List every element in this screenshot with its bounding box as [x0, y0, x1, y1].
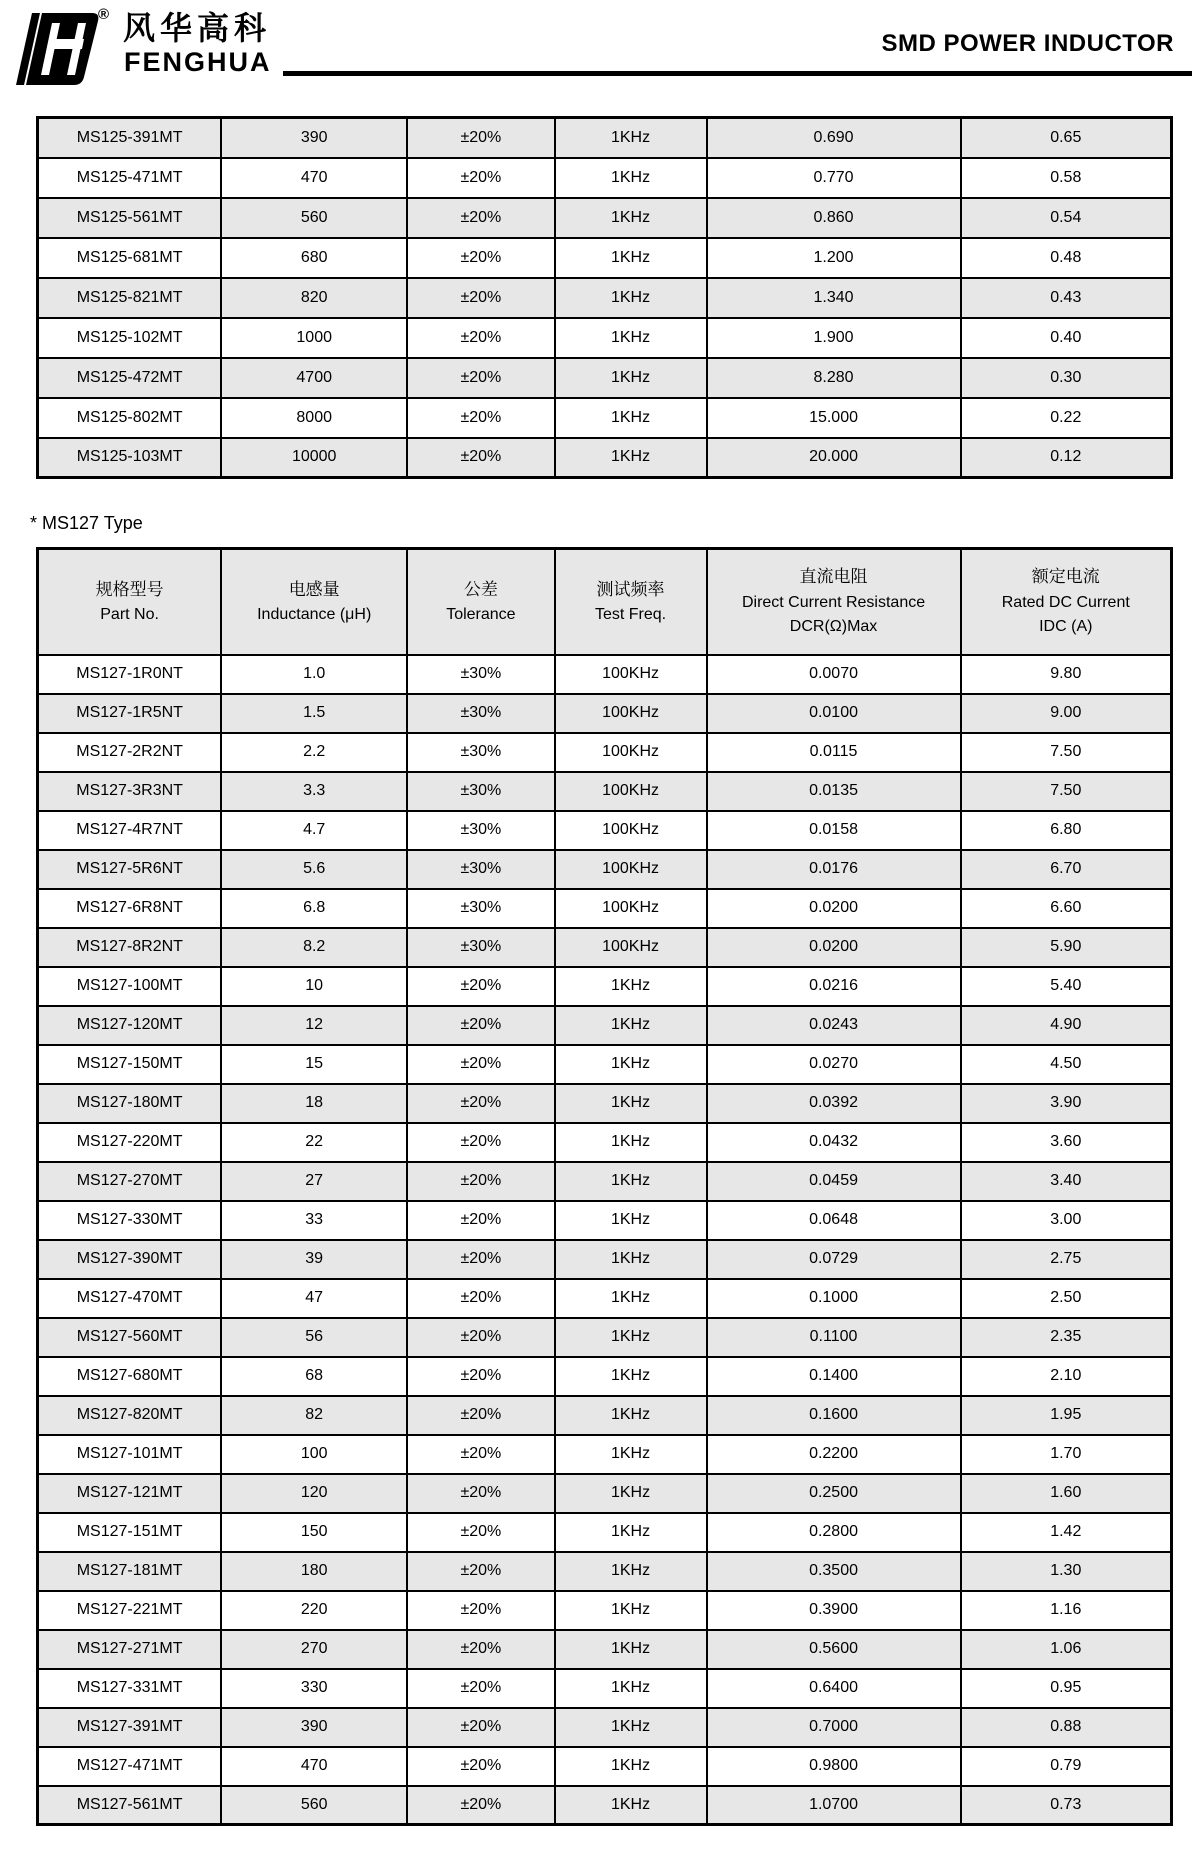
table-cell: 7.50: [961, 733, 1172, 772]
table-cell: ±20%: [407, 1630, 554, 1669]
table-cell: 1KHz: [555, 118, 707, 158]
table-cell: ±20%: [407, 238, 554, 278]
table-cell: MS127-820MT: [38, 1396, 222, 1435]
table-cell: 2.2: [221, 733, 407, 772]
table-cell: 1KHz: [555, 1513, 707, 1552]
table-cell: 82: [221, 1396, 407, 1435]
table-row: [38, 694, 1172, 733]
table-row: [38, 1006, 1172, 1045]
table-cell: 680: [221, 238, 407, 278]
table-cell: 1KHz: [555, 1162, 707, 1201]
table-row: [38, 1591, 1172, 1630]
table-row: [38, 398, 1172, 438]
table-cell: MS127-100MT: [38, 967, 222, 1006]
table-cell: ±20%: [407, 1435, 554, 1474]
table-cell: 4.7: [221, 811, 407, 850]
table-cell: 8.2: [221, 928, 407, 967]
table-cell: 8.280: [707, 358, 961, 398]
table-cell: 1KHz: [555, 1474, 707, 1513]
table-cell: 0.0100: [707, 694, 961, 733]
table-cell: MS127-1R0NT: [38, 655, 222, 694]
table-cell: 1KHz: [555, 1396, 707, 1435]
table-cell: MS127-471MT: [38, 1747, 222, 1786]
table-cell: ±20%: [407, 1240, 554, 1279]
table-cell: 0.73: [961, 1786, 1172, 1825]
table-cell: 0.1600: [707, 1396, 961, 1435]
table-cell: MS127-1R5NT: [38, 694, 222, 733]
table-cell: 0.0216: [707, 967, 961, 1006]
table-cell: 1.340: [707, 278, 961, 318]
table-cell: ±20%: [407, 967, 554, 1006]
table-cell: 0.0115: [707, 733, 961, 772]
table-cell: 1KHz: [555, 1357, 707, 1396]
table-cell: 0.7000: [707, 1708, 961, 1747]
table-cell: 0.40: [961, 318, 1172, 358]
table-cell: 47: [221, 1279, 407, 1318]
table-cell: MS127-560MT: [38, 1318, 222, 1357]
table-cell: 3.60: [961, 1123, 1172, 1162]
table-cell: ±30%: [407, 928, 554, 967]
table-cell: 1KHz: [555, 1786, 707, 1825]
table-cell: 1000: [221, 318, 407, 358]
table-cell: 1KHz: [555, 1435, 707, 1474]
table-cell: ±20%: [407, 398, 554, 438]
table-cell: 6.80: [961, 811, 1172, 850]
table-cell: MS127-2R2NT: [38, 733, 222, 772]
table-cell: 15: [221, 1045, 407, 1084]
table-cell: MS127-101MT: [38, 1435, 222, 1474]
table-cell: 1KHz: [555, 1591, 707, 1630]
table-cell: MS125-821MT: [38, 278, 222, 318]
table-cell: 0.0729: [707, 1240, 961, 1279]
table-row: [38, 850, 1172, 889]
table-row: [38, 118, 1172, 158]
table-cell: 0.0243: [707, 1006, 961, 1045]
table-cell: 1KHz: [555, 358, 707, 398]
table-row: [38, 1162, 1172, 1201]
table-cell: 8000: [221, 398, 407, 438]
table-cell: 1.5: [221, 694, 407, 733]
table-cell: 1KHz: [555, 438, 707, 478]
column-header-dcr: 直流电阻 Direct Current Resistance DCR(Ω)Max: [707, 549, 961, 655]
table-cell: 120: [221, 1474, 407, 1513]
table-cell: ±20%: [407, 1006, 554, 1045]
table-cell: 0.0070: [707, 655, 961, 694]
table-cell: 18: [221, 1084, 407, 1123]
table-cell: MS127-470MT: [38, 1279, 222, 1318]
table-cell: ±30%: [407, 655, 554, 694]
table-cell: 1KHz: [555, 1006, 707, 1045]
table-cell: MS127-270MT: [38, 1162, 222, 1201]
table-cell: 330: [221, 1669, 407, 1708]
table-cell: 0.0648: [707, 1201, 961, 1240]
table-row: [38, 238, 1172, 278]
table-cell: 0.0392: [707, 1084, 961, 1123]
table-cell: 2.35: [961, 1318, 1172, 1357]
table-cell: 1KHz: [555, 398, 707, 438]
table-row: [38, 438, 1172, 478]
table-cell: 820: [221, 278, 407, 318]
table-cell: 1KHz: [555, 198, 707, 238]
table-cell: 1.30: [961, 1552, 1172, 1591]
table-cell: ±20%: [407, 198, 554, 238]
brand-name-chinese: 风华高科: [123, 10, 272, 46]
table-cell: MS127-391MT: [38, 1708, 222, 1747]
table-cell: 0.58: [961, 158, 1172, 198]
column-header-idc: 额定电流 Rated DC Current IDC (A): [961, 549, 1172, 655]
table-cell: 1.16: [961, 1591, 1172, 1630]
table-row: [38, 1240, 1172, 1279]
table-cell: 100KHz: [555, 655, 707, 694]
table-cell: ±20%: [407, 1162, 554, 1201]
ms125-spec-table: [36, 116, 1173, 479]
table-row: [38, 733, 1172, 772]
table-row: [38, 1045, 1172, 1084]
table-row: [38, 655, 1172, 694]
table-cell: ±20%: [407, 438, 554, 478]
table-row: [38, 772, 1172, 811]
table-cell: ±20%: [407, 1669, 554, 1708]
table-cell: MS127-5R6NT: [38, 850, 222, 889]
table-cell: 1.42: [961, 1513, 1172, 1552]
table-cell: 1KHz: [555, 1084, 707, 1123]
table-cell: 1.06: [961, 1630, 1172, 1669]
table-cell: 560: [221, 1786, 407, 1825]
page-header: [0, 0, 1192, 116]
table-row: [38, 198, 1172, 238]
table-cell: MS127-120MT: [38, 1006, 222, 1045]
table-cell: MS127-220MT: [38, 1123, 222, 1162]
table-cell: 4.50: [961, 1045, 1172, 1084]
table-cell: 1KHz: [555, 1708, 707, 1747]
table-cell: 0.690: [707, 118, 961, 158]
table-cell: 7.50: [961, 772, 1172, 811]
table-row: [38, 928, 1172, 967]
page-title: SMD POWER INDUCTOR: [881, 30, 1174, 57]
table-cell: 0.79: [961, 1747, 1172, 1786]
table-cell: 0.3500: [707, 1552, 961, 1591]
table-row: [38, 358, 1172, 398]
table-cell: 0.48: [961, 238, 1172, 278]
table-row: [38, 967, 1172, 1006]
table-row: [38, 1708, 1172, 1747]
table-cell: 1KHz: [555, 1747, 707, 1786]
table-cell: 6.70: [961, 850, 1172, 889]
table-cell: ±20%: [407, 1474, 554, 1513]
table-cell: ±30%: [407, 694, 554, 733]
table-cell: 0.9800: [707, 1747, 961, 1786]
table-cell: 3.00: [961, 1201, 1172, 1240]
table-cell: ±20%: [407, 1045, 554, 1084]
table-cell: ±20%: [407, 1396, 554, 1435]
table-cell: 100: [221, 1435, 407, 1474]
table-row: [38, 1630, 1172, 1669]
table-cell: ±20%: [407, 1357, 554, 1396]
table-row: [38, 1747, 1172, 1786]
table-cell: ±20%: [407, 1747, 554, 1786]
table-row: [38, 1786, 1172, 1825]
table-cell: ±20%: [407, 318, 554, 358]
table-cell: 39: [221, 1240, 407, 1279]
table-cell: 0.88: [961, 1708, 1172, 1747]
table-cell: ±20%: [407, 278, 554, 318]
table-cell: 180: [221, 1552, 407, 1591]
table-cell: 0.6400: [707, 1669, 961, 1708]
table-row: [38, 1357, 1172, 1396]
table-row: [38, 889, 1172, 928]
table-cell: MS127-180MT: [38, 1084, 222, 1123]
table-cell: 1KHz: [555, 1123, 707, 1162]
table-cell: 390: [221, 1708, 407, 1747]
table-cell: 1KHz: [555, 1279, 707, 1318]
table-cell: 0.1100: [707, 1318, 961, 1357]
table-cell: MS125-102MT: [38, 318, 222, 358]
table-cell: 0.0176: [707, 850, 961, 889]
table-cell: ±20%: [407, 1708, 554, 1747]
table-cell: 5.6: [221, 850, 407, 889]
table-cell: 0.3900: [707, 1591, 961, 1630]
table-cell: MS127-221MT: [38, 1591, 222, 1630]
header-divider: [283, 71, 1192, 76]
table-cell: 1KHz: [555, 1201, 707, 1240]
table-row: [38, 1474, 1172, 1513]
table-cell: 100KHz: [555, 772, 707, 811]
table-cell: 1KHz: [555, 1630, 707, 1669]
table-cell: 5.90: [961, 928, 1172, 967]
table-cell: 150: [221, 1513, 407, 1552]
table-cell: 1.70: [961, 1435, 1172, 1474]
table-cell: 100KHz: [555, 928, 707, 967]
table-row: [38, 1513, 1172, 1552]
table-cell: MS127-151MT: [38, 1513, 222, 1552]
table-cell: 1KHz: [555, 1669, 707, 1708]
table-row: [38, 1084, 1172, 1123]
table-cell: MS127-181MT: [38, 1552, 222, 1591]
table-cell: 1KHz: [555, 1318, 707, 1357]
table-cell: 2.10: [961, 1357, 1172, 1396]
table-cell: 4.90: [961, 1006, 1172, 1045]
table-cell: ±20%: [407, 1552, 554, 1591]
table-cell: 0.0135: [707, 772, 961, 811]
table-cell: 2.75: [961, 1240, 1172, 1279]
table-cell: 390: [221, 118, 407, 158]
table-cell: 0.12: [961, 438, 1172, 478]
table-cell: ±30%: [407, 850, 554, 889]
table-cell: ±30%: [407, 733, 554, 772]
table-cell: MS127-150MT: [38, 1045, 222, 1084]
table-cell: ±20%: [407, 1591, 554, 1630]
table-cell: 0.2500: [707, 1474, 961, 1513]
table-cell: 270: [221, 1630, 407, 1669]
table-cell: 0.770: [707, 158, 961, 198]
table-cell: 1KHz: [555, 1552, 707, 1591]
registered-trademark-symbol: ®: [98, 6, 110, 23]
table-cell: 0.0200: [707, 928, 961, 967]
table-cell: 10: [221, 967, 407, 1006]
table-cell: 100KHz: [555, 889, 707, 928]
table-cell: 3.3: [221, 772, 407, 811]
table-cell: MS125-681MT: [38, 238, 222, 278]
table-cell: 0.65: [961, 118, 1172, 158]
table-cell: MS127-3R3NT: [38, 772, 222, 811]
table-cell: 1.0700: [707, 1786, 961, 1825]
table-cell: 33: [221, 1201, 407, 1240]
table-cell: MS127-4R7NT: [38, 811, 222, 850]
table-cell: 0.54: [961, 198, 1172, 238]
table-row: [38, 158, 1172, 198]
table-cell: 1.60: [961, 1474, 1172, 1513]
table-header-row: [38, 549, 1172, 655]
table-row: [38, 1318, 1172, 1357]
table-cell: ±30%: [407, 772, 554, 811]
table-cell: MS127-390MT: [38, 1240, 222, 1279]
table-row: [38, 1669, 1172, 1708]
table-cell: 1KHz: [555, 967, 707, 1006]
table-cell: 1KHz: [555, 278, 707, 318]
table-cell: MS125-472MT: [38, 358, 222, 398]
table-cell: 3.90: [961, 1084, 1172, 1123]
column-header-test-freq: 测试频率 Test Freq.: [555, 549, 707, 655]
table-cell: 2.50: [961, 1279, 1172, 1318]
table-cell: 27: [221, 1162, 407, 1201]
table-cell: 1KHz: [555, 318, 707, 358]
table-row: [38, 318, 1172, 358]
table-cell: 470: [221, 1747, 407, 1786]
table-cell: 56: [221, 1318, 407, 1357]
ms127-spec-table: [36, 547, 1173, 1826]
section-label-ms127-type: * MS127 Type: [30, 513, 143, 533]
table-cell: ±30%: [407, 811, 554, 850]
table-cell: 1.95: [961, 1396, 1172, 1435]
table-cell: ±20%: [407, 158, 554, 198]
table-cell: MS127-271MT: [38, 1630, 222, 1669]
table-cell: 100KHz: [555, 850, 707, 889]
table-cell: 100KHz: [555, 694, 707, 733]
table-cell: 1KHz: [555, 1045, 707, 1084]
column-header-inductance: 电感量 Inductance (μH): [221, 549, 407, 655]
table-cell: 0.1400: [707, 1357, 961, 1396]
table-cell: 0.2200: [707, 1435, 961, 1474]
table-cell: 1KHz: [555, 158, 707, 198]
table-cell: 12: [221, 1006, 407, 1045]
table-cell: 0.43: [961, 278, 1172, 318]
table-cell: 0.0158: [707, 811, 961, 850]
table-cell: 100KHz: [555, 811, 707, 850]
table-cell: MS127-331MT: [38, 1669, 222, 1708]
table-cell: ±20%: [407, 1123, 554, 1162]
table-cell: 10000: [221, 438, 407, 478]
table-cell: ±20%: [407, 1201, 554, 1240]
table-cell: ±20%: [407, 1279, 554, 1318]
table-cell: 0.860: [707, 198, 961, 238]
table-cell: 1.0: [221, 655, 407, 694]
table-cell: 0.30: [961, 358, 1172, 398]
table-cell: ±20%: [407, 1786, 554, 1825]
table-cell: MS127-6R8NT: [38, 889, 222, 928]
table-cell: ±30%: [407, 889, 554, 928]
table-cell: MS125-391MT: [38, 118, 222, 158]
table-cell: ±20%: [407, 1318, 554, 1357]
table-row: [38, 1123, 1172, 1162]
table-cell: 9.00: [961, 694, 1172, 733]
table-cell: 1.900: [707, 318, 961, 358]
table-cell: MS127-121MT: [38, 1474, 222, 1513]
table-cell: 0.0459: [707, 1162, 961, 1201]
table-cell: 1.200: [707, 238, 961, 278]
table-cell: MS127-680MT: [38, 1357, 222, 1396]
table-row: [38, 811, 1172, 850]
table-cell: 0.95: [961, 1669, 1172, 1708]
table-cell: 0.0200: [707, 889, 961, 928]
table-cell: 1KHz: [555, 238, 707, 278]
table-cell: ±20%: [407, 1084, 554, 1123]
table-cell: 6.60: [961, 889, 1172, 928]
table-cell: 6.8: [221, 889, 407, 928]
table-cell: 470: [221, 158, 407, 198]
table-cell: ±20%: [407, 118, 554, 158]
column-header-tolerance: 公差 Tolerance: [407, 549, 554, 655]
table-cell: 3.40: [961, 1162, 1172, 1201]
table-row: [38, 1552, 1172, 1591]
table-cell: MS125-802MT: [38, 398, 222, 438]
table-cell: MS127-561MT: [38, 1786, 222, 1825]
table-cell: MS125-471MT: [38, 158, 222, 198]
table-cell: 100KHz: [555, 733, 707, 772]
table-cell: 22: [221, 1123, 407, 1162]
table-cell: 0.5600: [707, 1630, 961, 1669]
table-cell: MS125-561MT: [38, 198, 222, 238]
fenghua-logo-icon: [12, 9, 100, 89]
table-cell: 560: [221, 198, 407, 238]
column-header-part-no: 规格型号 Part No.: [38, 549, 222, 655]
table-cell: MS127-330MT: [38, 1201, 222, 1240]
table-cell: ±20%: [407, 1513, 554, 1552]
table-cell: 68: [221, 1357, 407, 1396]
table-cell: 5.40: [961, 967, 1172, 1006]
table-cell: MS125-103MT: [38, 438, 222, 478]
table-cell: 0.22: [961, 398, 1172, 438]
table-cell: 9.80: [961, 655, 1172, 694]
table-cell: 20.000: [707, 438, 961, 478]
table-row: [38, 1201, 1172, 1240]
table-row: [38, 1279, 1172, 1318]
table-cell: 1KHz: [555, 1240, 707, 1279]
table-row: [38, 1435, 1172, 1474]
table-row: [38, 278, 1172, 318]
table-row: [38, 1396, 1172, 1435]
table-cell: MS127-8R2NT: [38, 928, 222, 967]
table-cell: ±20%: [407, 358, 554, 398]
table-cell: 0.2800: [707, 1513, 961, 1552]
table-cell: 0.0432: [707, 1123, 961, 1162]
table-cell: 4700: [221, 358, 407, 398]
table-cell: 15.000: [707, 398, 961, 438]
table-cell: 0.1000: [707, 1279, 961, 1318]
table-cell: 0.0270: [707, 1045, 961, 1084]
brand-name-english: FENGHUA: [124, 47, 272, 77]
table-cell: 220: [221, 1591, 407, 1630]
